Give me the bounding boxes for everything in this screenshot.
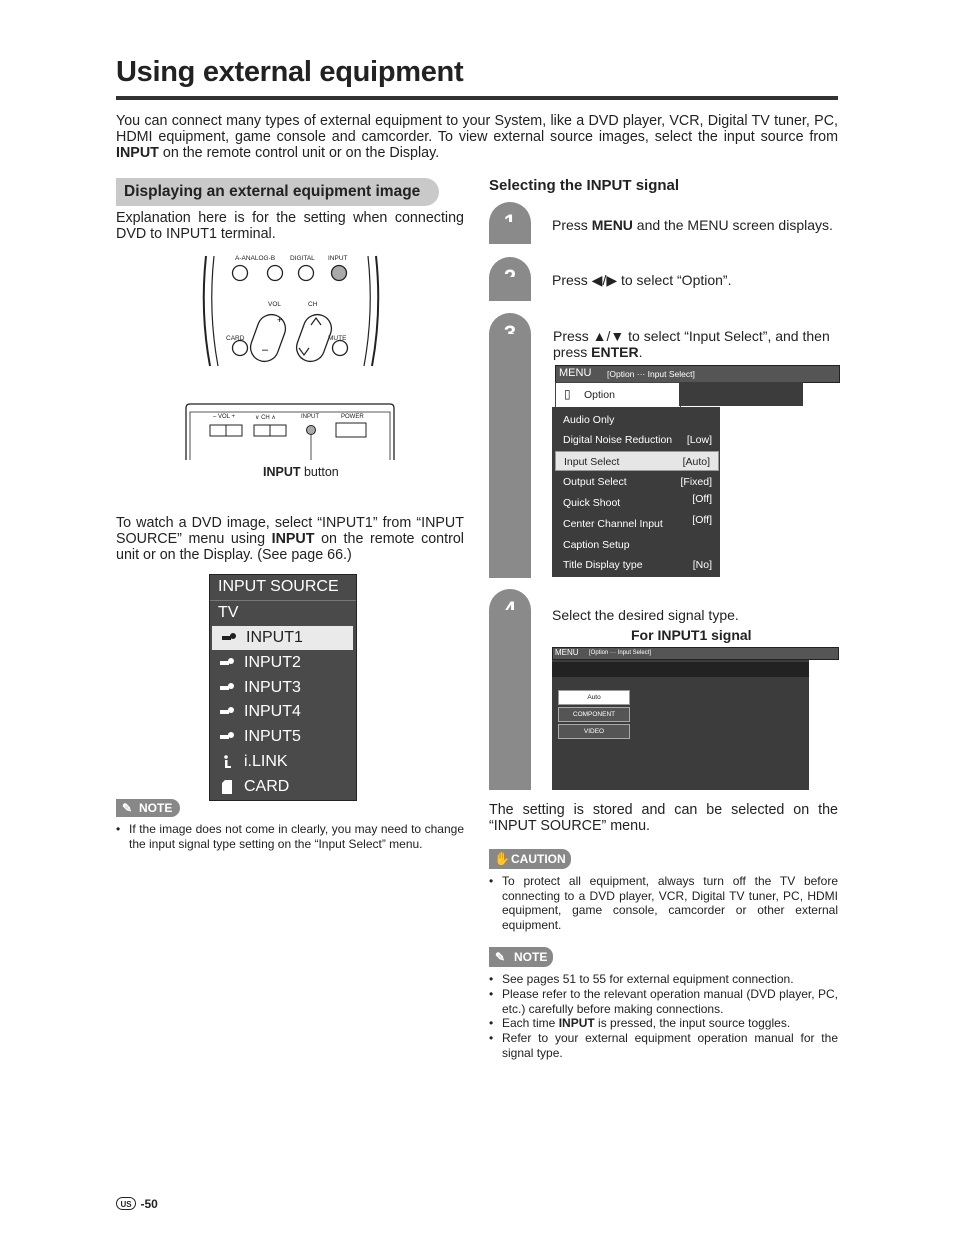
display-label-input: INPUT	[301, 414, 319, 420]
input5-icon	[220, 732, 234, 741]
left-note-text: If the image does not come in clearly, you may need to change the input signal type setting on the “Input Select” menu.	[129, 822, 464, 851]
display-label-vol: – VOL +	[213, 414, 235, 420]
menu1-val: [Low]	[686, 434, 712, 446]
remote-control-illustration	[196, 252, 386, 370]
note-badge-left	[116, 799, 180, 817]
menu1-bar-label: MENU	[559, 367, 592, 379]
bullet-dot: •	[489, 972, 494, 986]
watch-dvd-paragraph	[116, 515, 464, 563]
caution-label: CAUTION	[511, 852, 566, 866]
menu1-val: [Off]	[692, 514, 712, 526]
display-panel-illustration	[180, 402, 400, 462]
item-label-input1: INPUT1	[246, 629, 303, 646]
menu2-bar-path: [Option ··· Input Select]	[589, 650, 652, 656]
step-2-text: Press ◀/▶ to select “Option”.	[552, 272, 732, 288]
label-a-analog-b: A-ANALOG-B	[235, 255, 276, 262]
digital-button	[299, 266, 314, 281]
note-3-text	[502, 1016, 838, 1031]
page-footer	[116, 1195, 158, 1209]
menu1-val: [Off]	[692, 493, 712, 505]
item-label-ilink: i.LINK	[244, 753, 288, 770]
menu1-key: Audio Only	[563, 414, 615, 426]
menu1-item-audio-only[interactable]	[555, 410, 720, 430]
note-badge-right	[489, 947, 553, 967]
label-input: INPUT	[328, 255, 348, 262]
bullet-dot: •	[489, 987, 494, 1001]
note-3-bold: INPUT	[558, 1016, 595, 1030]
input1-icon	[222, 633, 236, 642]
menu1-val: [No]	[692, 559, 712, 571]
input-caption-bold: INPUT	[263, 465, 301, 479]
bullet-dot: •	[489, 1016, 494, 1030]
menu1-top-bar	[555, 365, 840, 383]
step-1-bold: MENU	[591, 217, 633, 233]
step-3-bold: ENTER	[591, 344, 639, 360]
signal-option-component[interactable]: COMPONENT	[558, 707, 630, 722]
caution-bullet	[489, 874, 838, 934]
heading-selecting-input: Selecting the INPUT signal	[489, 177, 680, 194]
title-rule	[116, 96, 838, 100]
section-title-displaying: Displaying an external equipment image	[116, 178, 439, 206]
stored-paragraph: The setting is stored and can be selected on the “INPUT SOURCE” menu.	[489, 802, 838, 834]
input-source-item-card[interactable]	[210, 775, 356, 799]
menu1-item-caption-setup[interactable]	[555, 535, 720, 555]
item-label-input4: INPUT4	[244, 703, 301, 720]
step-4-text: Select the desired signal type.	[552, 607, 739, 623]
page-title: Using external equipment	[116, 56, 464, 88]
intro-text-2: on the remote control unit or on the Display.	[158, 145, 440, 161]
menu1-bar-path: [Option ··· Input Select]	[607, 369, 695, 379]
input-source-item-input1[interactable]	[212, 626, 353, 650]
label-mute: MUTE	[328, 335, 347, 342]
pencil-icon: ✎	[495, 950, 506, 964]
input-caption-rest: button	[300, 465, 339, 479]
signal-option-video[interactable]: VIDEO	[558, 724, 630, 739]
note-3-pre: Each time	[502, 1016, 559, 1030]
a-analog-b-button	[233, 266, 248, 281]
step-3-text	[553, 328, 839, 360]
menu1-item-title-display[interactable]	[555, 555, 720, 575]
display-label-ch: ∨ CH ∧	[255, 415, 276, 421]
note-1-text: See pages 51 to 55 for external equipment connection.	[502, 972, 794, 986]
step-1-text	[552, 217, 833, 233]
watch-text-1: To watch a DVD image, select “INPUT1” from “INPUT SOURCE” menu using	[116, 515, 464, 547]
watch-bold: INPUT	[271, 531, 315, 547]
item-label-card: CARD	[244, 778, 290, 795]
item-label-tv: TV	[218, 604, 239, 621]
region-badge: US	[116, 1197, 136, 1210]
input-button-display	[307, 426, 316, 435]
mute-button	[333, 341, 348, 356]
right-note-bullet-2	[489, 987, 838, 1017]
input-source-item-input2[interactable]	[210, 651, 356, 675]
intro-text-1: You can connect many types of external equipment to your System, like a DVD player, VCR, Digital TV tuner, PC, HDMI equipment, game console and camcorder. To view external source images, select the input source from	[116, 113, 838, 145]
option-icon: ▯	[564, 387, 571, 401]
label-vol: VOL	[268, 301, 282, 308]
label-digital: DIGITAL	[290, 255, 315, 262]
menu1-key: Quick Shoot	[563, 497, 621, 509]
right-note-bullet-4	[489, 1031, 838, 1061]
svg-text:+: +	[277, 315, 283, 325]
input-source-item-input3[interactable]	[210, 676, 356, 700]
svg-text:–: –	[262, 344, 269, 356]
right-note-bullet-1	[489, 972, 838, 987]
page-number: -50	[140, 1196, 158, 1211]
note-label-left: NOTE	[139, 801, 173, 815]
input-source-item-ilink[interactable]	[210, 750, 356, 774]
label-card: CARD	[226, 335, 245, 342]
input2-icon	[220, 658, 234, 667]
menu1-item-center-channel[interactable]	[555, 514, 720, 534]
signal-option-auto[interactable]: Auto	[558, 690, 630, 705]
menu1-key: Center Channel Input	[563, 518, 663, 530]
note-3-post: is pressed, the input source toggles.	[594, 1016, 791, 1030]
input3-icon	[220, 683, 234, 692]
right-note-bullet-3	[489, 1016, 838, 1031]
card-icon	[222, 780, 232, 794]
ilink-icon	[222, 755, 232, 769]
item-label-input2: INPUT2	[244, 654, 301, 671]
explanation-text: Explanation here is for the setting when connecting DVD to INPUT1 terminal.	[116, 210, 464, 242]
watch-text-2: on the remote control unit or on the Display. (See page 66.)	[116, 531, 464, 563]
input-source-item-input4[interactable]	[210, 700, 356, 724]
input-source-title: INPUT SOURCE	[218, 578, 339, 595]
bullet-dot: •	[489, 874, 494, 888]
bullet-dot: •	[489, 1031, 494, 1045]
menu1-key: Title Display type	[563, 559, 643, 571]
intro-bold: INPUT	[116, 145, 159, 161]
step-3-bar	[489, 334, 531, 578]
card-button	[233, 341, 248, 356]
step-1-post: and the MENU screen displays.	[632, 217, 833, 233]
step-1-pre: Press	[552, 217, 592, 233]
hand-icon: ✋	[494, 851, 511, 866]
input-source-item-input5[interactable]	[210, 725, 356, 749]
display-label-power: POWER	[341, 414, 364, 420]
item-label-input3: INPUT3	[244, 679, 301, 696]
caution-text: To protect all equipment, always turn off the TV before connecting to a DVD player, VCR, Digital TV tuner, PC, HDMI equipment, game console, camcorder or other external equipment.	[502, 874, 838, 932]
remote-button-2	[268, 266, 283, 281]
step-1-bar	[489, 222, 531, 244]
label-ch: CH	[308, 301, 318, 308]
menu2-body	[552, 660, 809, 790]
input-button-caption	[263, 465, 339, 479]
menu1-tab-label: Option	[584, 389, 615, 401]
menu1-key: Digital Noise Reduction	[563, 434, 673, 446]
step-2-bar	[489, 277, 531, 301]
caution-badge	[489, 849, 571, 869]
menu1-key: Output Select	[563, 476, 627, 488]
input-source-item-tv[interactable]	[210, 601, 356, 625]
note-4-text: Refer to your external equipment operation manual for the signal type.	[502, 1031, 838, 1060]
menu1-item-input-select[interactable]	[555, 451, 719, 471]
input-button-remote	[332, 266, 347, 281]
left-note-bullet	[116, 822, 464, 870]
menu1-key: Caption Setup	[563, 539, 630, 551]
menu1-val: [Fixed]	[680, 476, 712, 488]
input-source-menu	[209, 574, 357, 801]
step-3-pre: Press ▲/▼ to select “Input Select”, and then press	[553, 328, 830, 360]
menu1-val: [Auto]	[682, 456, 710, 468]
note-2-text: Please refer to the relevant operation manual (DVD player, PC, etc.) carefully before making connections.	[502, 987, 838, 1016]
intro-paragraph	[116, 113, 838, 161]
note-label-right: NOTE	[514, 950, 548, 964]
menu1-key: Input Select	[564, 456, 620, 468]
display-vol-text: VOL	[218, 414, 230, 420]
menu1-option-tab[interactable]	[555, 382, 681, 408]
item-label-input5: INPUT5	[244, 728, 301, 745]
menu1-tab-fill	[679, 382, 803, 406]
input-source-header	[210, 575, 356, 601]
menu2-bar-label: MENU	[555, 648, 579, 657]
step-4-bar	[489, 610, 531, 790]
menu2-top-bar	[552, 647, 839, 660]
step-3-post: .	[638, 344, 643, 360]
display-ch-text: CH	[261, 415, 270, 421]
pencil-icon: ✎	[122, 801, 133, 815]
bullet-dot: •	[116, 822, 121, 836]
menu2-header-strip	[552, 662, 809, 677]
for-input1-label: For INPUT1 signal	[631, 627, 752, 643]
menu1-item-digital-noise[interactable]	[555, 430, 720, 450]
input4-icon	[220, 707, 234, 716]
